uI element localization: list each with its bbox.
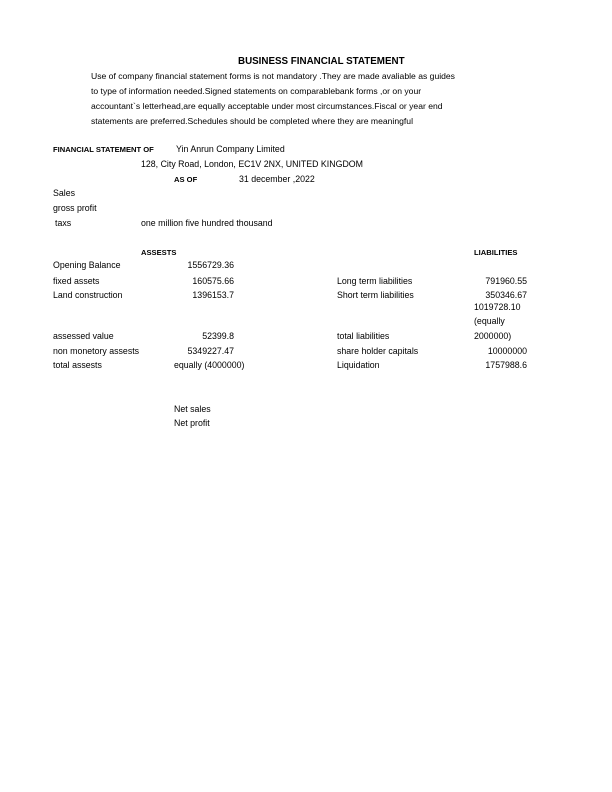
liability-value: (equally — [474, 316, 505, 326]
gross-profit-label: gross profit — [53, 203, 97, 213]
statement-of-label: FINANCIAL STATEMENT OF — [53, 145, 154, 154]
company-address: 128, City Road, London, EC1V 2NX, UNITED KINGDOM — [141, 159, 363, 169]
sales-label: Sales — [53, 188, 76, 198]
company-name: Yin Anrun Company Limited — [176, 144, 285, 154]
asset-value: 52399.8 — [202, 331, 234, 341]
net-sales-label: Net sales — [174, 404, 211, 414]
intro-line-4: statements are preferred.Schedules should be completed where they are meaningful — [91, 116, 413, 126]
document-title: BUSINESS FINANCIAL STATEMENT — [238, 56, 405, 67]
asset-value: equally (4000000) — [174, 360, 245, 370]
liability-value: 350346.67 — [485, 290, 527, 300]
asset-label: Land construction — [53, 290, 123, 300]
asset-label: fixed assets — [53, 276, 100, 286]
asset-label: Opening Balance — [53, 260, 121, 270]
liability-value: 1019728.10 — [474, 302, 521, 312]
liability-label: Liquidation — [337, 360, 380, 370]
asset-value: 1396153.7 — [192, 290, 234, 300]
liability-label: Long term liabilities — [337, 276, 413, 286]
intro-line-3: accountant`s letterhead,are equally acceptable under most circumstances.Fiscal or year end — [91, 101, 443, 111]
asset-value: 5349227.47 — [187, 346, 234, 356]
taxs-label: taxs — [55, 218, 72, 228]
asset-value: 1556729.36 — [187, 260, 234, 270]
as-of-label: AS OF — [174, 175, 198, 184]
asset-label: non monetory assests — [53, 346, 140, 356]
liability-label: Short term liabilities — [337, 290, 414, 300]
asset-value: 160575.66 — [192, 276, 234, 286]
liability-value: 2000000) — [474, 331, 512, 341]
liability-label: total liabilities — [337, 331, 390, 341]
intro-line-1: Use of company financial statement forms is not mandatory .They are made avaliable as guides — [91, 71, 455, 81]
liability-value: 10000000 — [487, 346, 527, 356]
liability-value: 1757988.6 — [485, 360, 527, 370]
asset-label: assessed value — [53, 331, 114, 341]
liability-label: share holder capitals — [337, 346, 419, 356]
assets-heading: ASSESTS — [141, 248, 177, 257]
intro-line-2: to type of information needed.Signed statements on comparablebank forms ,or on your — [91, 86, 422, 96]
asset-label: total assests — [53, 360, 102, 370]
as-of-date: 31 december ,2022 — [239, 174, 315, 184]
liabilities-heading: LIABILITIES — [474, 248, 518, 257]
taxs-value: one million five hundred thousand — [141, 218, 273, 228]
liability-value: 791960.55 — [485, 276, 527, 286]
net-profit-label: Net profit — [174, 418, 210, 428]
